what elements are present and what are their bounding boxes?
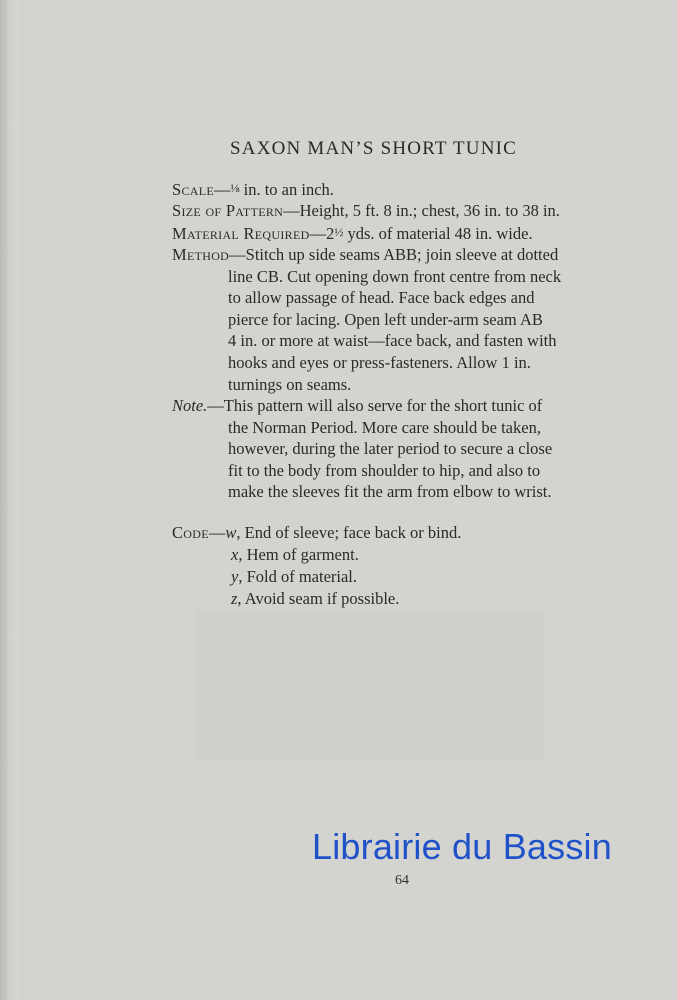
code-item: [172, 523, 461, 543]
code-letter: w: [225, 523, 237, 542]
scale-text: in. to an inch.: [239, 180, 334, 199]
material-text: yds. of material 48 in. wide.: [343, 224, 533, 243]
material-label: Material Required: [172, 224, 310, 243]
code-text: , Fold of material.: [238, 567, 358, 586]
material-whole: 2: [326, 224, 335, 243]
method-entry: [172, 244, 561, 395]
code-letter: z: [231, 589, 238, 608]
code-text: , Hem of garment.: [238, 545, 359, 564]
code-item: [231, 545, 359, 565]
note-dash: —: [207, 396, 224, 415]
method-line: line CB. Cut opening down front centre from neck: [228, 266, 562, 286]
method-line: hooks and eyes or press-fasteners. Allow 1 in.: [228, 352, 531, 372]
size-entry: [172, 200, 560, 222]
material-fraction: ½: [334, 225, 344, 239]
method-dash: —: [229, 245, 246, 264]
note-line: the Norman Period. More care should be taken,: [228, 417, 541, 437]
method-first-line: Stitch up side seams ABB; join sleeve at dotted: [245, 245, 559, 264]
scale-label: Scale: [172, 180, 215, 199]
note-entry: [172, 395, 552, 503]
show-through-shadow: [195, 610, 545, 760]
scale-fraction: ⅛: [230, 181, 240, 195]
note-first-line: This pattern will also serve for the short tunic of: [223, 396, 543, 415]
size-text: Height, 5 ft. 8 in.; chest, 36 in. to 38 in.: [299, 201, 560, 220]
code-letter: y: [231, 567, 239, 586]
note-line: fit to the body from shoulder to hip, and also to: [228, 460, 541, 480]
code-dash: —: [208, 523, 226, 542]
method-line: pierce for lacing. Open left under-arm seam AB: [228, 309, 543, 329]
code-item: [231, 589, 399, 609]
page-number: 64: [395, 873, 409, 888]
material-entry: [172, 222, 533, 245]
note-line: however, during the later period to secure a close: [228, 439, 553, 459]
method-line: turnings on seams.: [228, 374, 352, 394]
scale-entry: [172, 178, 334, 201]
page-title: SAXON MAN’S SHORT TUNIC: [230, 138, 518, 159]
code-text: , Avoid seam if possible.: [237, 589, 400, 608]
note-line: make the sleeves fit the arm from elbow to wrist.: [228, 482, 552, 502]
note-label: Note.: [172, 396, 208, 415]
method-label: Method: [172, 245, 230, 264]
size-label: Size of Pattern: [172, 201, 284, 220]
size-dash: —: [283, 201, 300, 220]
method-line: to allow passage of head. Face back edges and: [228, 288, 535, 308]
code-label: Code: [172, 523, 209, 542]
code-item: [231, 567, 357, 587]
watermark: Librairie du Bassin: [312, 826, 612, 867]
material-dash: —: [309, 224, 327, 243]
scale-dash: —: [214, 180, 231, 199]
code-letter: x: [231, 545, 239, 564]
code-text: , End of sleeve; face back or bind.: [236, 523, 462, 542]
method-line: 4 in. or more at waist—face back, and fasten with: [228, 331, 557, 351]
book-page-edge: [0, 0, 18, 1000]
